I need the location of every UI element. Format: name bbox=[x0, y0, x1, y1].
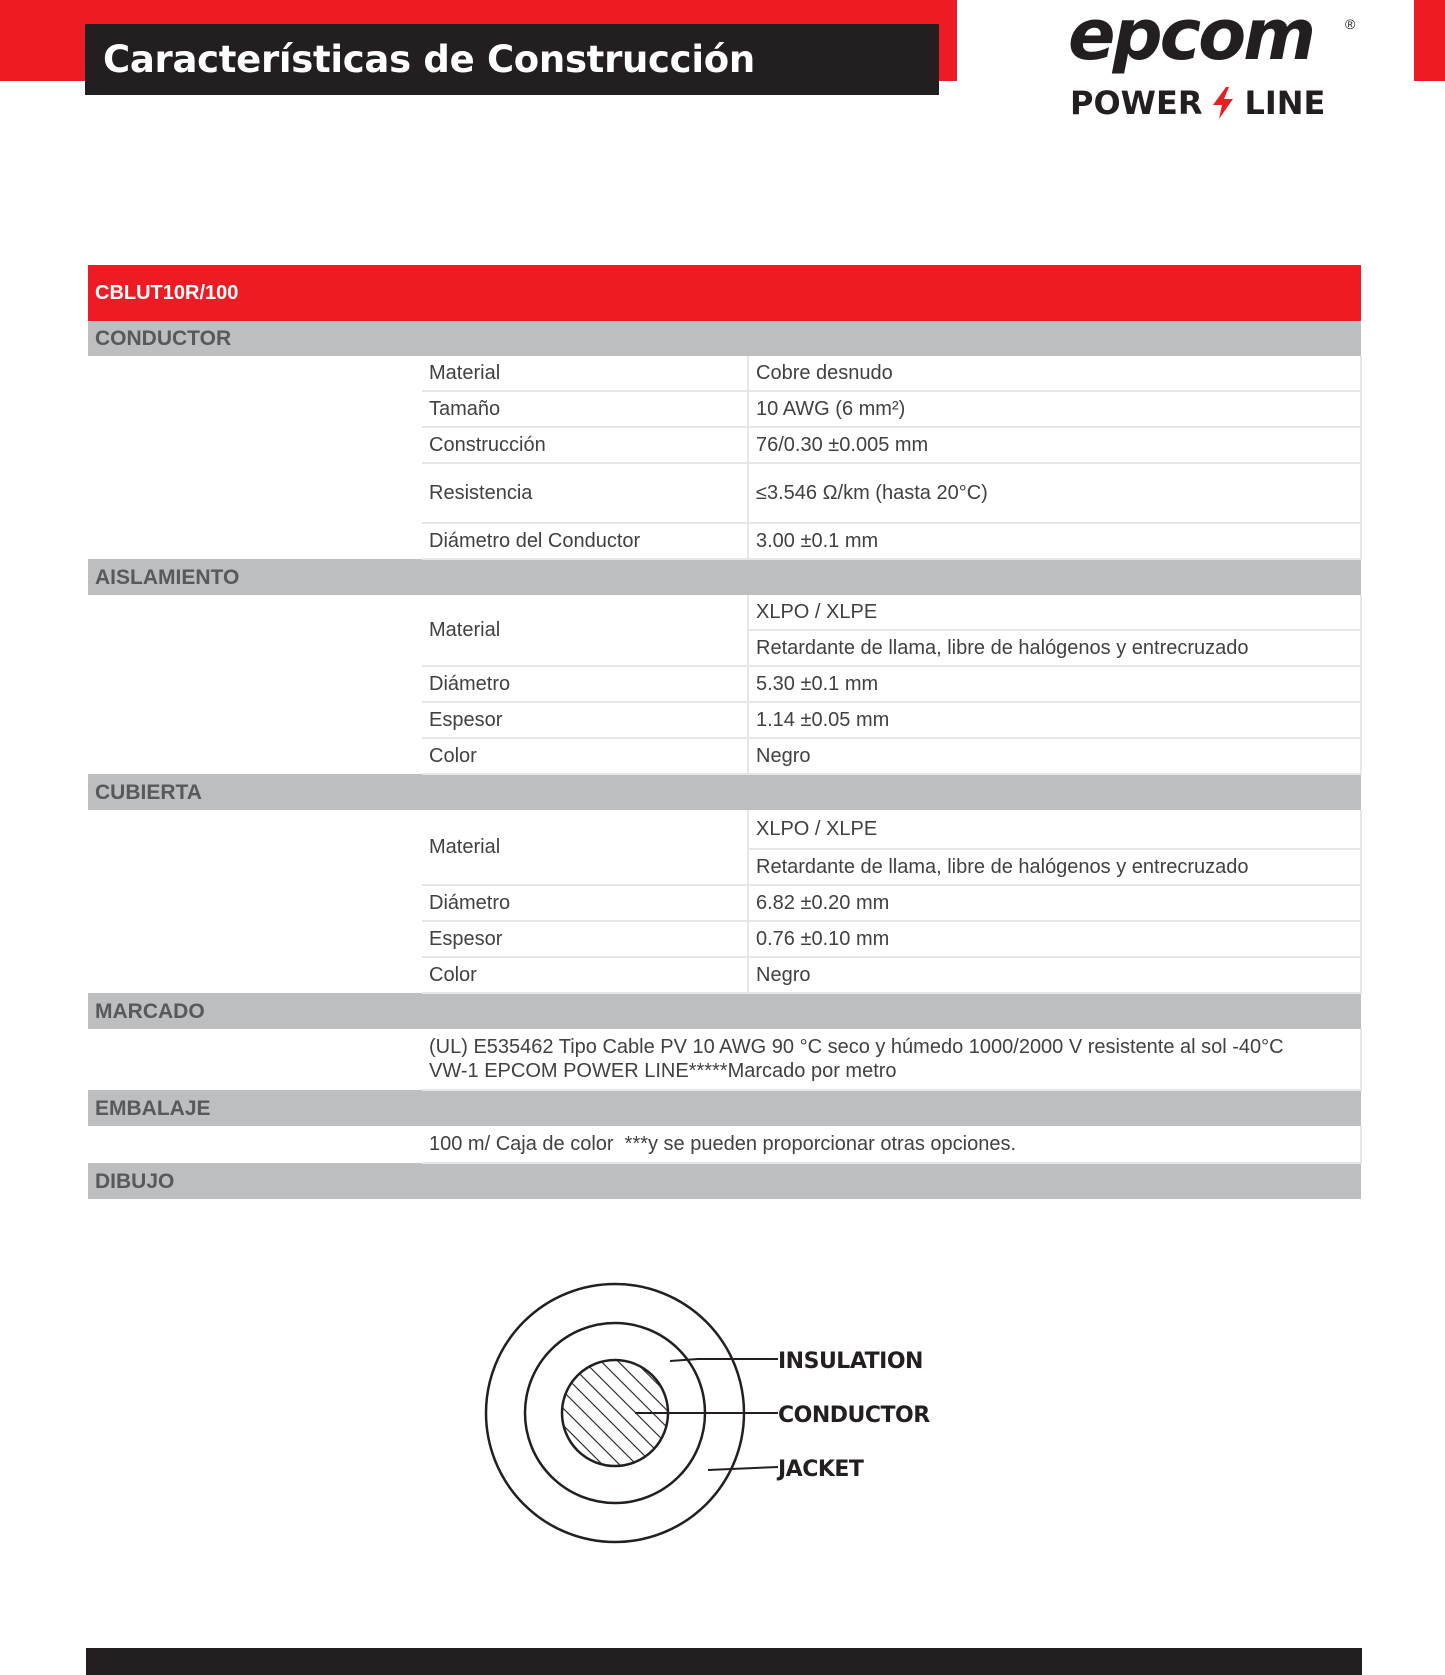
conductor-label: CONDUCTOR bbox=[778, 1403, 930, 1428]
section-aislamiento bbox=[88, 559, 1361, 595]
row-label: Espesor bbox=[422, 921, 748, 957]
jacket-label: JACKET bbox=[778, 1457, 864, 1482]
page-title: Características de Construcción bbox=[103, 38, 755, 81]
row-value: 76/0.30 ±0.005 mm bbox=[748, 427, 1361, 463]
table-row bbox=[88, 957, 1361, 993]
row-label: Diámetro bbox=[422, 885, 748, 921]
logo-brand: epcom bbox=[1068, 0, 1314, 76]
row-label: Material bbox=[422, 595, 748, 666]
table-row bbox=[88, 356, 1361, 391]
table-row bbox=[88, 885, 1361, 921]
header-red-corner bbox=[1414, 0, 1445, 81]
section-heading: EMBALAJE bbox=[88, 1090, 1361, 1126]
table-row bbox=[88, 523, 1361, 559]
section-heading: AISLAMIENTO bbox=[88, 559, 1361, 595]
section-marcado bbox=[88, 993, 1361, 1029]
lightning-bolt-icon bbox=[1210, 87, 1236, 119]
model-row bbox=[88, 265, 1361, 321]
logo-line-left: POWER bbox=[1070, 84, 1203, 122]
table-row bbox=[88, 702, 1361, 738]
row-value: 10 AWG (6 mm²) bbox=[748, 391, 1361, 427]
marking-line-2: VW-1 EPCOM POWER LINE*****Marcado por metro bbox=[429, 1060, 897, 1082]
table-row bbox=[88, 738, 1361, 774]
marking-text bbox=[422, 1029, 1361, 1090]
section-conductor bbox=[88, 321, 1361, 356]
row-value: ≤3.546 Ω/km (hasta 20°C) bbox=[748, 463, 1361, 523]
row-label: Color bbox=[422, 738, 748, 774]
section-heading: CONDUCTOR bbox=[88, 321, 1361, 356]
table-row bbox=[88, 595, 1361, 630]
logo-power-line bbox=[1070, 84, 1325, 122]
jacket-leader bbox=[708, 1467, 778, 1470]
row-value: 5.30 ±0.1 mm bbox=[748, 666, 1361, 702]
section-dibujo bbox=[88, 1163, 1361, 1199]
row-label: Material bbox=[422, 356, 748, 391]
table-row bbox=[88, 463, 1361, 523]
row-label: Resistencia bbox=[422, 463, 748, 523]
row-value: 6.82 ±0.20 mm bbox=[748, 885, 1361, 921]
marking-line-1: (UL) E535462 Tipo Cable PV 10 AWG 90 °C seco y húmedo 1000/2000 V resistente al sol -40°C bbox=[429, 1036, 1284, 1058]
section-heading: DIBUJO bbox=[88, 1163, 1361, 1199]
section-embalaje bbox=[88, 1090, 1361, 1126]
row-label: Espesor bbox=[422, 702, 748, 738]
packaging-text: 100 m/ Caja de color ***y se pueden proporcionar otras opciones. bbox=[422, 1126, 1361, 1163]
row-value: Retardante de llama, libre de halógenos y entrecruzado bbox=[748, 630, 1361, 666]
table-row bbox=[88, 1029, 1361, 1090]
logo-registered-mark: ® bbox=[1345, 16, 1356, 32]
cable-cross-section-drawing bbox=[480, 1275, 940, 1555]
row-label: Diámetro bbox=[422, 666, 748, 702]
title-bar bbox=[85, 24, 939, 95]
section-heading: MARCADO bbox=[88, 993, 1361, 1029]
row-value: Negro bbox=[748, 738, 1361, 774]
row-label: Material bbox=[422, 810, 748, 885]
table-row bbox=[88, 427, 1361, 463]
row-label: Color bbox=[422, 957, 748, 993]
section-cubierta bbox=[88, 774, 1361, 810]
row-value: 1.14 ±0.05 mm bbox=[748, 702, 1361, 738]
table-row bbox=[88, 666, 1361, 702]
row-value: XLPO / XLPE bbox=[748, 810, 1361, 849]
table-row bbox=[88, 391, 1361, 427]
insulation-label: INSULATION bbox=[778, 1349, 923, 1374]
row-value: Negro bbox=[748, 957, 1361, 993]
row-label: Construcción bbox=[422, 427, 748, 463]
epcom-logo bbox=[1060, 0, 1360, 126]
row-label: Tamaño bbox=[422, 391, 748, 427]
row-value: Cobre desnudo bbox=[748, 356, 1361, 391]
logo-line-right: LINE bbox=[1244, 84, 1326, 122]
model-code: CBLUT10R/100 bbox=[88, 265, 1361, 321]
spec-table bbox=[88, 265, 1362, 1199]
row-label: Diámetro del Conductor bbox=[422, 523, 748, 559]
table-row bbox=[88, 810, 1361, 849]
footer-bar bbox=[86, 1648, 1362, 1675]
row-value: Retardante de llama, libre de halógenos y entrecruzado bbox=[748, 849, 1361, 885]
row-value: 3.00 ±0.1 mm bbox=[748, 523, 1361, 559]
table-row bbox=[88, 921, 1361, 957]
section-heading: CUBIERTA bbox=[88, 774, 1361, 810]
row-value: XLPO / XLPE bbox=[748, 595, 1361, 630]
insulation-leader bbox=[670, 1359, 778, 1361]
row-value: 0.76 ±0.10 mm bbox=[748, 921, 1361, 957]
table-row bbox=[88, 1126, 1361, 1163]
